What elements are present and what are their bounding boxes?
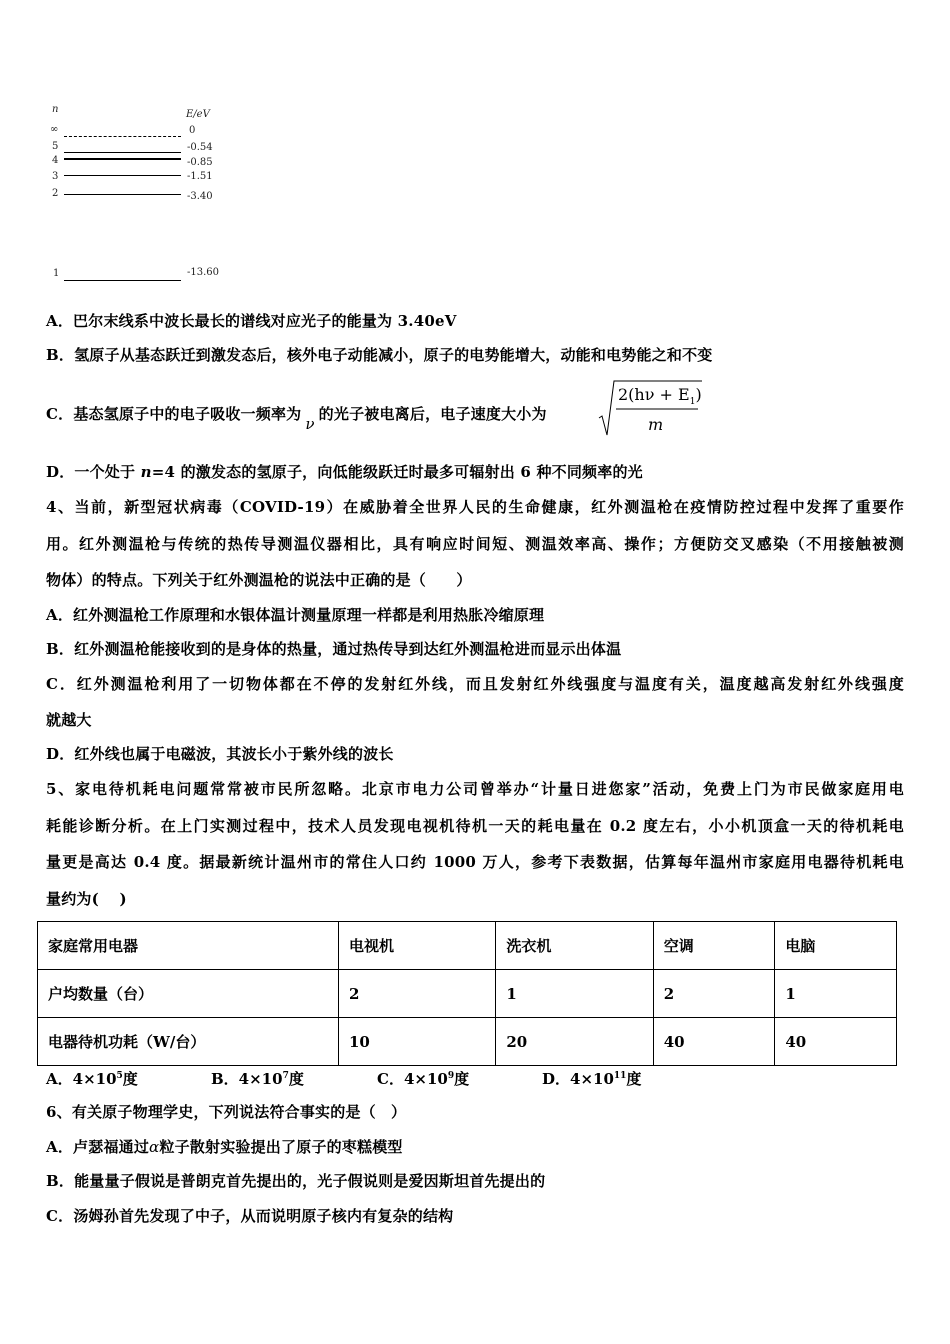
level-e-5: -0.54 (187, 142, 213, 153)
q6-option-c: C．汤姆孙首先发现了中子，从而说明原子核内有复杂的结构 (46, 1207, 454, 1225)
table-header-cell: 电视机 (339, 922, 496, 970)
level-n-4: 4 (52, 155, 59, 166)
table-cell: 1 (775, 970, 897, 1018)
level-line-inf (64, 136, 181, 137)
table-header-cell: 空调 (653, 922, 775, 970)
level-n-3: 3 (52, 171, 59, 182)
q3-option-c-mid: 的光子被电离后，电子速度大小为 (318, 405, 547, 423)
formula-denominator: m (648, 415, 664, 434)
q5-stem-line4: 量约为( ) (46, 890, 127, 908)
level-e-4: -0.85 (187, 157, 213, 168)
appliance-table (37, 921, 897, 1066)
level-e-1: -13.60 (187, 267, 220, 278)
table-row (38, 970, 897, 1018)
table-header-cell: 电脑 (775, 922, 897, 970)
level-line-4 (64, 158, 181, 160)
n-axis-label: n (52, 104, 59, 115)
table-header-row (38, 922, 897, 970)
table-row (38, 1018, 897, 1066)
table-cell: 10 (339, 1018, 496, 1066)
level-line-3 (64, 175, 181, 176)
q3-option-d: D．一个处于 n=4 的激发态的氢原子，向低能级跃迁时最多可辐射出 6 种不同频率的光 (46, 463, 643, 481)
q3-option-a: A．巴尔末线系中波长最长的谱线对应光子的能量为 3.40eV (46, 312, 457, 330)
level-e-3: -1.51 (187, 171, 213, 182)
q5-option-a: A．$4\times 10^5$度 (46, 1070, 138, 1088)
q4-option-a: A．红外测温枪工作原理和水银体温计测量原理一样都是利用热胀冷缩原理 (46, 606, 545, 624)
q4-stem-line2: 用。红外测温枪与传统的热传导测温仪器相比，具有响应时间短、测温效率高、操作；方便防交叉感染（不用接触被测 (46, 535, 904, 553)
q4-stem-line1: 4、当前，新型冠状病毒（COVID-19）在威胁着全世界人民的生命健康，红外测温枪在疫情防控过程中发挥了重要作 (46, 498, 904, 516)
q6-stem: 6、有关原子物理学史，下列说法符合事实的是（ ） (46, 1103, 407, 1121)
q5-option-d: D．$4\times 10^{11}$度 (542, 1070, 642, 1088)
level-line-2 (64, 194, 181, 195)
table-cell: 2 (653, 970, 775, 1018)
level-n-5: 5 (52, 141, 59, 152)
q4-option-c-line2: 就越大 (46, 711, 92, 729)
q3-option-c (46, 404, 547, 433)
q4-option-d: D．红外线也属于电磁波，其波长小于紫外线的波长 (46, 745, 394, 763)
q6-option-a: A．卢瑟福通过α粒子散射实验提出了原子的枣糕模型 (46, 1138, 403, 1156)
table-cell: 1 (496, 970, 653, 1018)
q5-option-c: C．$4\times 10^9$度 (377, 1070, 470, 1088)
q5-option-b: B．$4\times 10^7$度 (211, 1070, 304, 1088)
q5-stem-line2: 耗能诊断分析。在上门实测过程中，技术人员发现电视机待机一天的耗电量在 0.2 度左右，小小机顶盒一天的待机耗电 (46, 817, 904, 835)
q6-option-b: B．能量量子假说是普朗克首先提出的，光子假说则是爱因斯坦首先提出的 (46, 1172, 546, 1190)
q3-option-c-pre: C．基态氢原子中的电子吸收一频率为 (46, 405, 302, 423)
q5-stem-line1: 5、家电待机耗电问题常常被市民所忽略。北京市电力公司曾举办“计量日进您家”活动，免费上门为市民做家庭用电 (46, 780, 904, 798)
table-cell: 20 (496, 1018, 653, 1066)
level-n-1: 1 (53, 268, 60, 279)
velocity-formula (598, 378, 704, 438)
q4-option-b: B．红外测温枪能接收到的是身体的热量，通过热传导到达红外测温枪进而显示出体温 (46, 640, 622, 658)
level-n-inf: ∞ (50, 124, 59, 135)
level-line-1 (64, 280, 181, 281)
table-cell: 40 (775, 1018, 897, 1066)
level-e-2: -3.40 (187, 191, 213, 202)
q3-option-c-nu: ν (305, 415, 315, 433)
table-cell: 40 (653, 1018, 775, 1066)
level-line-5 (64, 152, 181, 153)
q4-stem-line3: 物体）的特点。下列关于红外测温枪的说法中正确的是（ ） (46, 571, 472, 589)
table-cell: 2 (339, 970, 496, 1018)
table-cell: 电器待机功耗（W/台） (38, 1018, 339, 1066)
level-e-inf: 0 (189, 125, 196, 136)
q4-option-c-line1: C．红外测温枪利用了一切物体都在不停的发射红外线，而且发射红外线强度与温度有关，温度越高发射红外线强度 (46, 675, 904, 693)
table-cell: 户均数量（台） (38, 970, 339, 1018)
q3-option-b: B．氢原子从基态跃迁到激发态后，核外电子动能减小，原子的电势能增大，动能和电势能之和不变 (46, 346, 713, 364)
energy-axis-label: E/eV (186, 109, 210, 120)
formula-numerator: $2(h\nu + E_1)$ (618, 385, 702, 408)
level-n-2: 2 (52, 188, 59, 199)
table-header-cell: 洗衣机 (496, 922, 653, 970)
q5-stem-line3: 量更是高达 0.4 度。据最新统计温州市的常住人口约 1000 万人，参考下表数据，估算每年温州市家庭用电器待机耗电 (46, 853, 904, 871)
table-header-cell: 家庭常用电器 (38, 922, 339, 970)
